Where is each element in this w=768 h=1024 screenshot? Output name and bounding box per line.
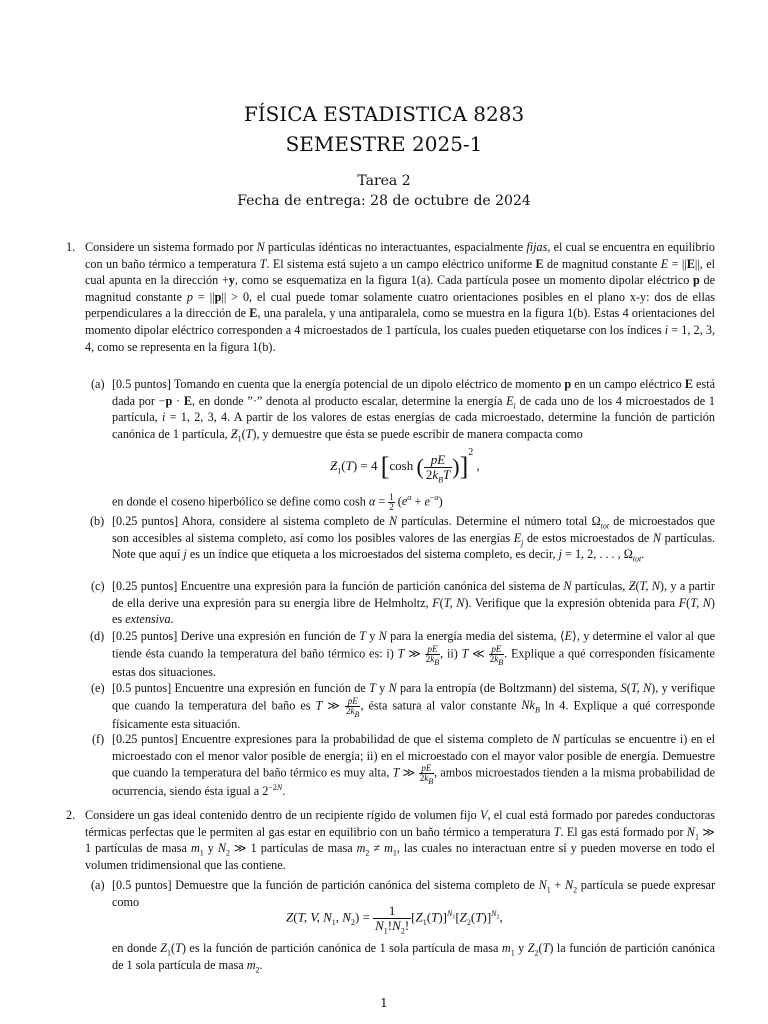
part-label: (a) bbox=[91, 377, 105, 391]
problem-1a-cosh: en donde el coseno hiperbólico se define como cosh α = $\frac{1}{2}$ $(e^\alpha + e^{-\alpha})$ bbox=[112, 492, 443, 512]
assignment-title: Tarea 2 bbox=[357, 173, 411, 189]
equation-z-total: Z(T, V, $N_1$, $N_2$) = $\frac{1}{N_1!N_2!}$ $[Z_1(T)]^{N_1}[Z_2(T)]^{N_2}$, bbox=[286, 903, 503, 936]
problem-1d-text: [0.25 puntos] Derive una expresión en función de T y N para la energía media del sistema, ⟨E⟩, y determine el valor al que tiende ésta cuando la temperatura del baño térmico es: i) T ≫ $\frac{pE}{2k_B}$ , ii) T ≪ $\frac{pE}{2k_B}$ . Explique a qué corresponden físicamente estas dos situaciones. bbox=[112, 629, 715, 679]
problem-2a-after: en donde $Z_1(T)$ es la función de partición canónica de 1 sola partícula de masa $m_1$ y $Z_2(T)$ la función de partición canónica de 1 sola partícula de masa $m_2$. bbox=[112, 941, 715, 975]
part-label: (a) bbox=[91, 878, 105, 892]
problem-1-intro: Considere un sistema formado por N partículas idénticas no interactuantes, espacialmente fijas, el cual se encuentra en equilibrio con un baño térmico a temperatura T. El sistema está sujeto a un campo eléctrico uniforme E de magnitud constante E = ||E||, el cual apunta en la dirección +y, como se esquematiza en la figura 1(a). Cada partícula posee un momento dipolar eléctrico p de magnitud constante p = ||p|| > 0, el cual puede tomar solamente cuatro orientaciones posibles en el plano x-y: dos de ellas perpendiculares a la dirección de E, una paralela, y una antiparalela, como se muestra en la figura 1(b). Estas 4 orientaciones del momento dipolar eléctrico corresponden a 4 microestados de 1 partícula, los cuales pueden etiquetarse con los índices i = 1, 2, 3, 4, como se representa en la figura 1(b). bbox=[85, 240, 716, 354]
problem-number: 1. bbox=[66, 240, 76, 254]
part-label: (f) bbox=[92, 732, 105, 746]
semester-title: SEMESTRE 2025-1 bbox=[285, 132, 483, 156]
part-label: (d) bbox=[90, 629, 105, 643]
course-title: FÍSICA ESTADISTICA 8283 bbox=[243, 102, 525, 126]
problem-1c-text: [0.25 puntos] Encuentre una expresión para la función de partición canónica del sistema de N partículas, Ƶ(T, N), y a partir de ella derive una expresión para su energía libre de Helmholtz, F(T, N). Verifique que la expresión obtenida para F(T, N) es extensiva. bbox=[112, 579, 715, 627]
problem-2a-text: [0.5 puntos] Demuestre que la función de partición canónica del sistema completo de $N_1 + N_2$ partícula se puede expresar como bbox=[112, 878, 716, 909]
page-number: 1 bbox=[380, 996, 388, 1010]
problem-number: 2. bbox=[66, 808, 76, 822]
problem-1f-text: [0.25 puntos] Encuentre expresiones para la probabilidad de que el sistema completo de N partículas se encuentre i) en el microestado con el menor valor posible de energía; ii) en el microestado con el mayor valor posible de energía. Demuestre que cuando la temperatura del baño térmico es muy alta, T ≫ $\frac{pE}{2k_B}$ , ambos microestados tienden a la misma probabilidad de ocurrencia, siendo ésta igual a $2^{-2N}$. bbox=[112, 732, 715, 799]
part-label: (e) bbox=[91, 681, 105, 695]
problem-2-intro: Considere un gas ideal contenido dentro de un recipiente rígido de volumen fijo V, el cual está formado por paredes conductoras térmicas perfectas que le permiten al gas estar en equilibrio con un baño térmico a temperatura T. El gas está formado por $N_1$ ≫ 1 partículas de masa $m_1$ y $N_2$ ≫ 1 partículas de masa $m_2 \ne m_1$, las cuales no interactuan entre sí y pueden moverse en todo el volumen tridimensional que las contiene. bbox=[85, 808, 716, 872]
equation-z1: $Ƶ_1(T) = 4$ [cosh ( pE $2k_BT$ )]$^2$ , bbox=[330, 446, 480, 485]
problem-1b-text: [0.25 puntos] Ahora, considere al sistema completo de N partículas. Determine el número total $\Omega_{tot}$ de microestados que son accesibles al sistema completo, así como los posibles valores de las energías $E_j$ de estos microestados de N partículas. Note que aquí j es un índice que etiqueta a los microestados del sistema completo, es decir, j = 1, 2, . . . , $\Omega_{tot}$. bbox=[112, 514, 716, 564]
part-label: (c) bbox=[91, 579, 105, 593]
due-date: Fecha de entrega: 28 de octubre de 2024 bbox=[237, 193, 531, 209]
part-label: (b) bbox=[90, 514, 105, 528]
problem-1a-text: [0.5 puntos] Tomando en cuenta que la energía potencial de un dipolo eléctrico de momento p en un campo eléctrico E está dada por −p · E, en donde ”·” denota al producto escalar, determine la energía $E_i$ de cada uno de los 4 microestados de 1 partícula, i = 1, 2, 3, 4. A partir de los valores de estas energías de cada microestado, determine la función de partición canónica de 1 partícula, $Ƶ_1(T)$, y demuestre que ésta se puede escribir de manera compacta como bbox=[112, 377, 716, 444]
problem-1e-text: [0.5 puntos] Encuentre una expresión en función de T y N para la entropía (de Boltzmann) del sistema, S(T, N), y verifique que cuando la temperatura del baño es T ≫ $\frac{pE}{2k_B}$ , ésta satura al valor constante $Nk_B$ ln 4. Explique a qué corresponde físicamente esta situación. bbox=[112, 681, 715, 731]
